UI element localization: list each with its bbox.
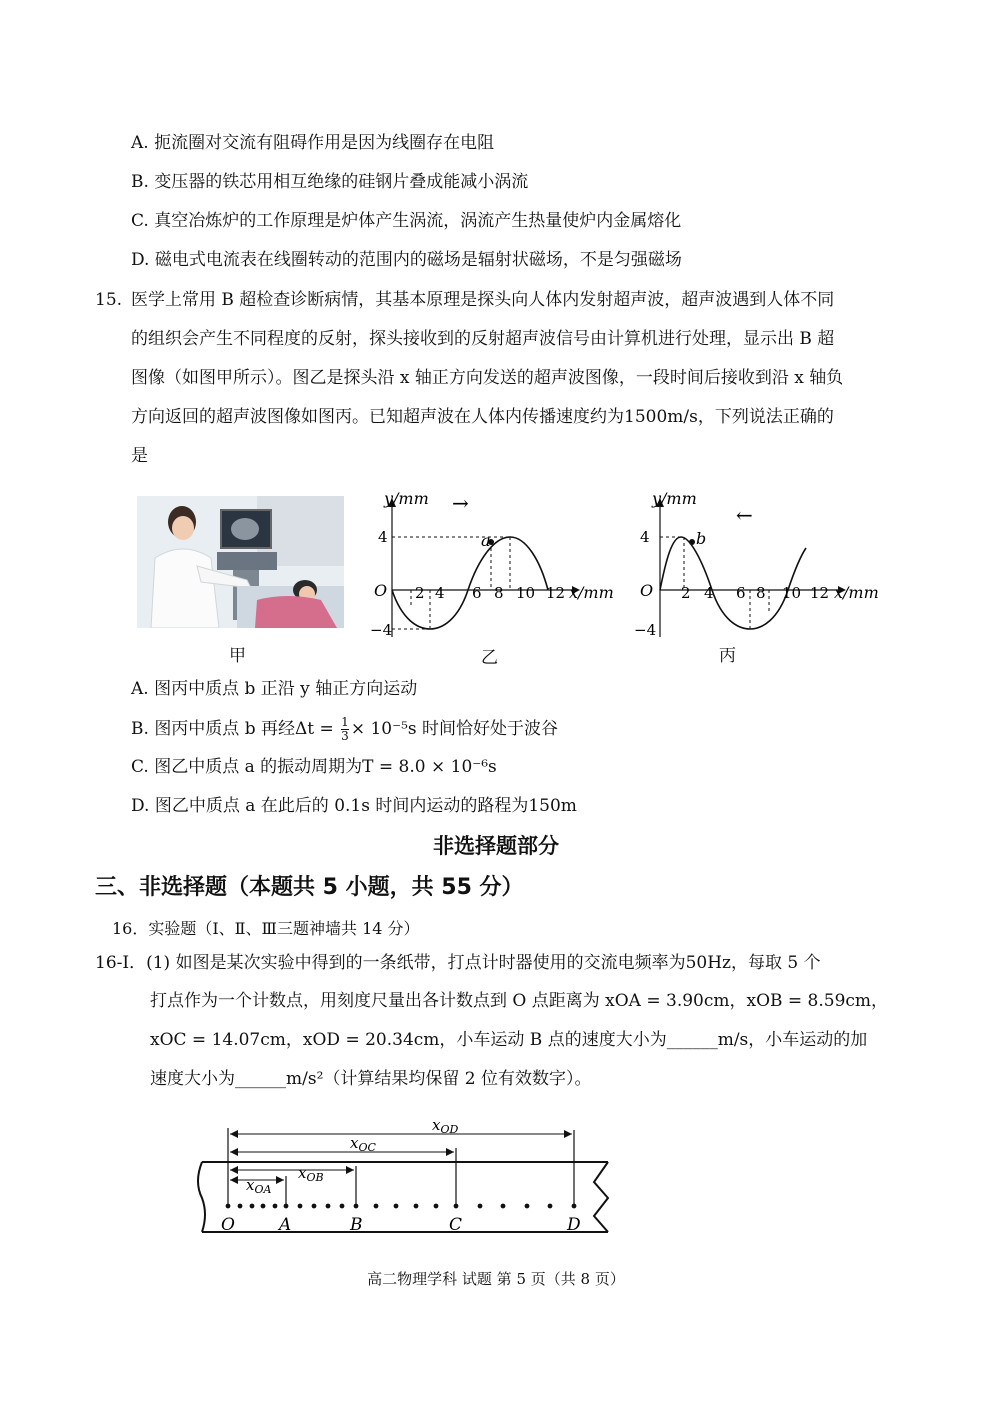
tape-dot [340, 1204, 345, 1209]
q16-line: 速度大小为______m/s²（计算结果均保留 2 位有效数字）。 [150, 1069, 592, 1089]
tape-dot [572, 1204, 577, 1209]
q16-line: 16-Ⅰ．(1) 如图是某次实验中得到的一条纸带，打点计时器使用的交流电频率为50Hz，每取 5 个 [95, 953, 821, 973]
dim-arrow [346, 1166, 354, 1174]
tape-dot [250, 1204, 255, 1209]
dim-label-xoa: $x_{OA}$ [246, 1176, 272, 1196]
q16-line: 打点作为一个计数点，用刻度尺量出各计数点到 O 点距离为 xOA = 3.90cm，xOB = 8.59cm， [150, 991, 889, 1011]
origin-label: O [640, 581, 654, 600]
dim-arrow [230, 1166, 238, 1174]
wave-graph-bing [626, 482, 886, 642]
tape-dot [261, 1204, 266, 1209]
dim-arrow [230, 1148, 238, 1156]
section-part-heading: 非选择题部分 [433, 834, 559, 858]
tape-point-d: D [567, 1215, 581, 1235]
tape-dot [298, 1204, 303, 1209]
x-tick-label: 12 [810, 584, 830, 602]
page-footer: 高二物理学科 试题 第 5 页（共 8 页） [367, 1270, 625, 1288]
tape-dot [478, 1204, 483, 1209]
y-tick-label: 4 [378, 528, 388, 546]
tape-dot [414, 1204, 419, 1209]
tape-dot [548, 1204, 553, 1209]
caption-yi: 乙 [481, 648, 498, 668]
point-b-dot [689, 539, 695, 545]
paper-tape-figure [190, 1110, 620, 1242]
wave-curve [660, 537, 806, 629]
x-tick-label: 8 [756, 584, 766, 602]
y-tick-label: −4 [370, 621, 393, 639]
dim-arrow [276, 1176, 284, 1184]
tape-left-tear [198, 1162, 205, 1232]
tape-dot [226, 1204, 231, 1209]
tape-dots [226, 1204, 577, 1209]
tape-dot [374, 1204, 379, 1209]
tape-point-c: C [449, 1215, 463, 1235]
dim-label-xoc: $x_{OC}$ [350, 1134, 376, 1154]
q15-stem-line: 的组织会产生不同程度的反射，探头接收到的反射超声波信号由计算机进行处理，显示出 B 超 [131, 329, 835, 349]
q16-line: xOC = 14.07cm，xOD = 20.34cm，小车运动 B 点的速度大小为______m/s，小车运动的加 [150, 1030, 868, 1050]
direction-arrow: → [452, 491, 469, 515]
caption-jia: 甲 [229, 646, 246, 666]
tape-right-tear [594, 1162, 608, 1232]
x-tick-label: 4 [435, 584, 445, 602]
q14-option-d: D. 磁电式电流表在线圈转动的范围内的磁场是辐射状磁场，不是匀强磁场 [131, 250, 682, 270]
wave-curve [392, 537, 548, 629]
tape-point-a: A [279, 1215, 292, 1235]
dim-arrow [446, 1148, 454, 1156]
wave-graph-yi [360, 482, 620, 642]
tape-dot [454, 1204, 459, 1209]
tape-dot [326, 1204, 331, 1209]
x-tick-label: 12 [546, 584, 566, 602]
dim-arrow [564, 1130, 572, 1138]
y-axis-label: y/mm [652, 489, 697, 508]
caption-bing: 丙 [719, 646, 736, 666]
x-tick-label: 10 [782, 584, 802, 602]
x-tick-label: 2 [415, 584, 425, 602]
q15-stem-line: 医学上常用 B 超检查诊断病情，其基本原理是探头向人体内发射超声波，超声波遇到人体不同 [131, 290, 835, 310]
tape-dot [284, 1204, 289, 1209]
q14-option-a: A. 扼流圈对交流有阻碍作用是因为线圈存在电阻 [131, 133, 495, 153]
y-tick-label: 4 [640, 528, 650, 546]
x-tick-label: 8 [494, 584, 504, 602]
dim-arrow [230, 1130, 238, 1138]
x-tick-label: 2 [681, 584, 691, 602]
q15-number: 15. [95, 290, 123, 310]
dim-label-xob: $x_{OB}$ [298, 1164, 324, 1184]
q14-option-c: C. 真空冶炼炉的工作原理是炉体产生涡流，涡流产生热量使炉内金属熔化 [131, 211, 682, 231]
tape-dot [434, 1204, 439, 1209]
dim-arrow [230, 1176, 238, 1184]
tape-dot [501, 1204, 506, 1209]
point-a-label: a [481, 531, 491, 550]
q15-stem-line: 是 [131, 446, 148, 466]
point-b-label: b [696, 529, 707, 548]
section-title: 三、非选择题（本题共 5 小题，共 55 分） [95, 875, 524, 900]
tape-dot [312, 1204, 317, 1209]
direction-arrow: ← [736, 503, 753, 527]
dim-label-xod: $x_{OD}$ [432, 1116, 459, 1136]
x-tick-label: 10 [516, 584, 536, 602]
tape-dot [394, 1204, 399, 1209]
q16-intro: 16．实验题（Ⅰ、Ⅱ、Ⅲ三题神墙共 14 分） [112, 919, 420, 938]
q15-stem-line: 图像（如图甲所示）。图乙是探头沿 x 轴正方向发送的超声波图像，一段时间后接收到沿 x 轴负 [131, 368, 844, 388]
q14-option-b: B. 变压器的铁芯用相互绝缘的硅钢片叠成能减小涡流 [131, 172, 529, 192]
tape-dot [354, 1204, 359, 1209]
y-tick-label: −4 [634, 621, 657, 639]
origin-label: O [374, 581, 388, 600]
tape-point-o: O [221, 1215, 235, 1235]
x-axis-label: x/mm [834, 583, 879, 602]
q15-option-d: D. 图乙中质点 a 在此后的 0.1s 时间内运动的路程为150m [131, 796, 577, 816]
y-axis-label: y/mm [384, 489, 429, 508]
q15-stem-line: 方向返回的超声波图像如图丙。已知超声波在人体内传播速度约为1500m/s，下列说法正确的 [131, 407, 834, 427]
x-tick-label: 6 [736, 584, 746, 602]
x-tick-label: 6 [472, 584, 482, 602]
tape-dot [238, 1204, 243, 1209]
q15-option-b: B. 图丙中质点 b 再经Δt = $\frac{1}{3}$ × 10⁻⁵s 时间恰好处于波谷 [131, 715, 559, 743]
q15-option-a: A. 图丙中质点 b 正沿 y 轴正方向运动 [131, 679, 418, 699]
tape-dot [525, 1204, 530, 1209]
ultrasound-photo [137, 496, 344, 628]
q15-option-c: C. 图乙中质点 a 的振动周期为T = 8.0 × 10⁻⁶s [131, 757, 497, 777]
tape-point-b: B [350, 1215, 363, 1235]
tape-dot [273, 1204, 278, 1209]
x-tick-label: 4 [704, 584, 714, 602]
x-axis-label: x/mm [569, 583, 614, 602]
